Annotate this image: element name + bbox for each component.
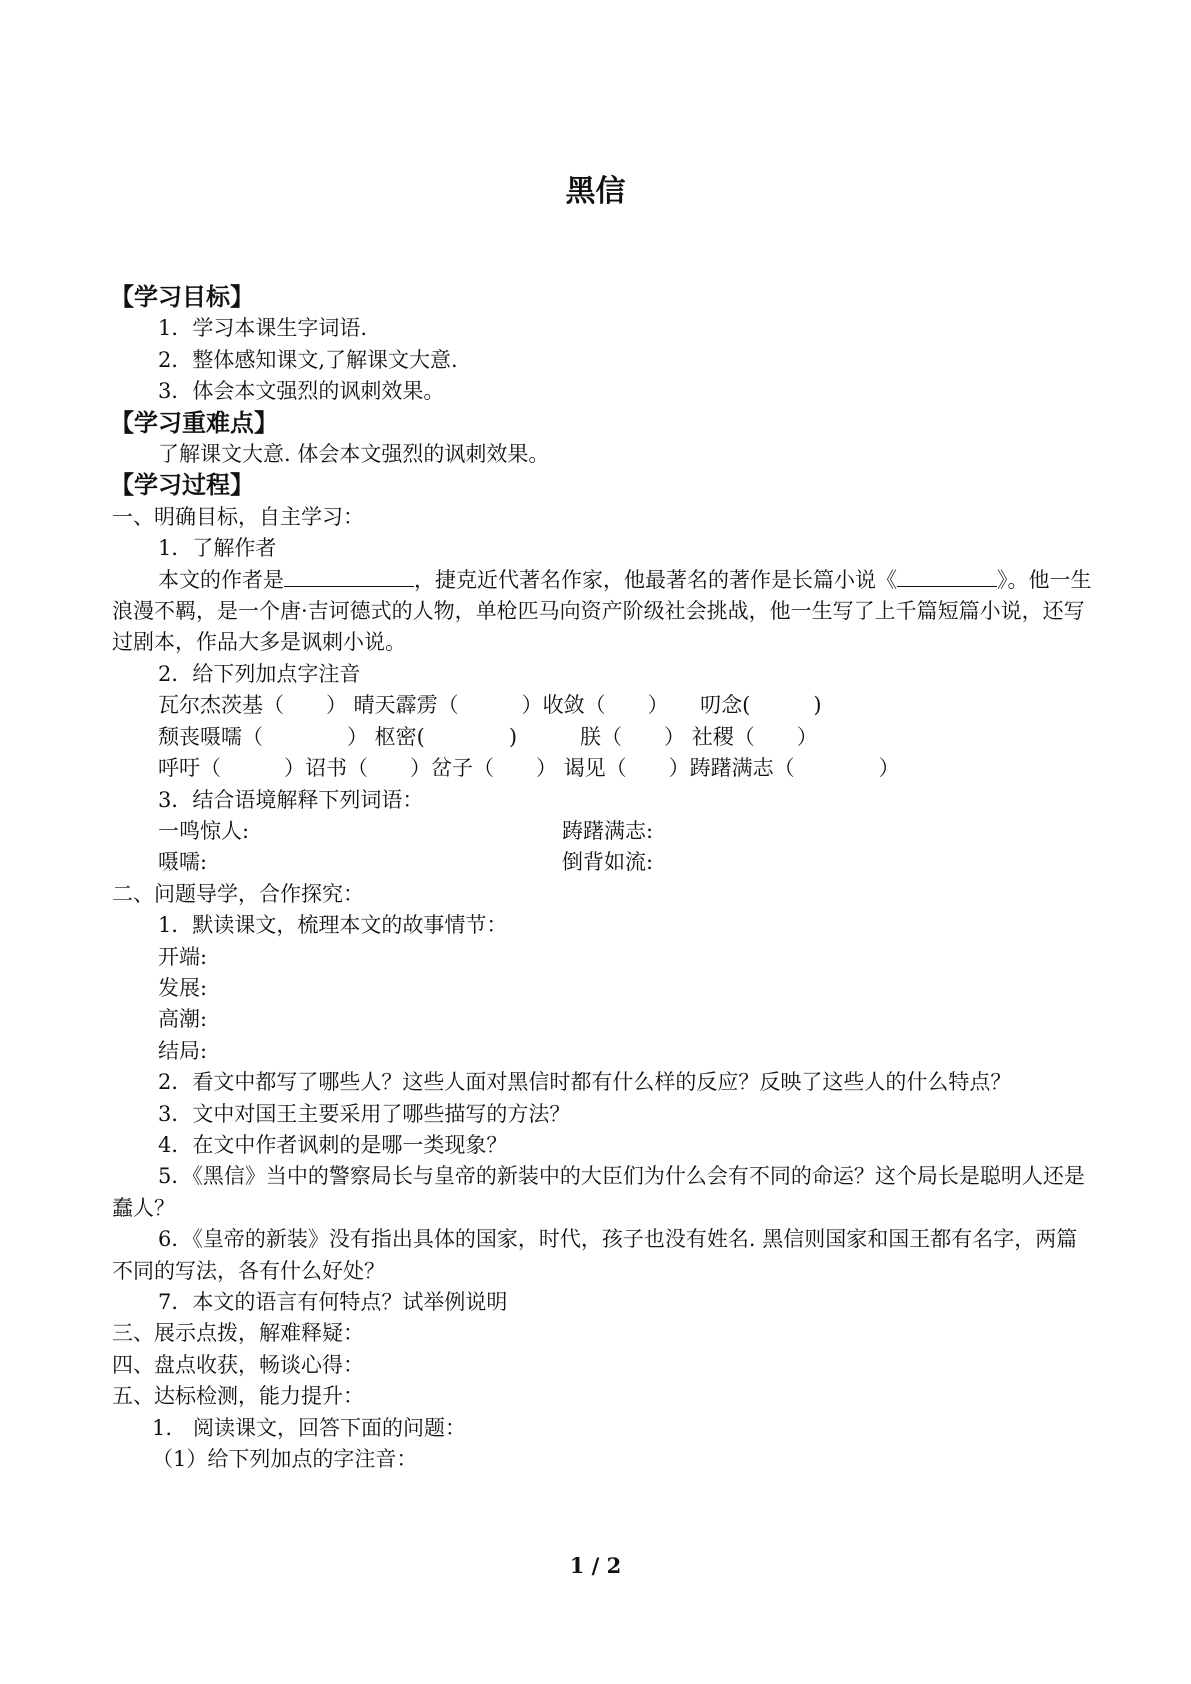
author-text-c: 》。他一生浪漫不羁，是一个唐·吉诃德式的人物，单枪匹马向资产阶级社会挑战，他一生写了上千篇短篇小说，还写过剧本，作品大多是讽刺小说。 [112, 567, 1092, 655]
objective-2: 2．整体感知课文,了解课文大意. [158, 347, 458, 372]
part-2-question-2: 2．看文中都写了哪些人？这些人面对黑信时都有什么样的反应？反映了这些人的什么特点？ [158, 1070, 1012, 1095]
part-1-question-2: 2．给下列加点字注音 [158, 661, 361, 686]
part-2-question-1: 1．默读课文，梳理本文的故事情节： [158, 913, 508, 938]
part-5-question-1: 1. 阅读课文，回答下面的问题： [152, 1415, 467, 1440]
section-objectives-heading: 【学习目标】 [110, 283, 254, 311]
plot-item: 结局: [158, 1038, 208, 1063]
vocab-row-2 [112, 847, 1092, 878]
part-2-question-7: 7．本文的语言有何特点？试举例说明 [158, 1290, 508, 1314]
vocab-item: 踌躇满志: [562, 818, 654, 843]
part-2-question-6: 6．《皇帝的新装》没有指出具体的国家，时代，孩子也没有姓名. 黑信则国家和国王都有名字，两篇不同的写法，各有什么好处？ [112, 1227, 1078, 1283]
vocab-item: 一鸣惊人: [158, 818, 250, 843]
part-5-question-1a: （1）给下列加点的字注音： [152, 1447, 418, 1472]
vocab-row-1 [112, 816, 1092, 847]
novel-blank[interactable] [897, 566, 997, 587]
plot-item: 高潮: [158, 1007, 208, 1032]
part-2-question-3: 3．文中对国王主要采用了哪些描写的方法？ [158, 1101, 571, 1126]
part-1-question-3: 3．结合语境解释下列词语： [158, 787, 424, 812]
plot-item: 开端: [158, 944, 208, 969]
section-key-points-heading: 【学习重难点】 [110, 408, 278, 437]
author-text-b: ，捷克近代著名作家，他最著名的著作是长篇小说《 [414, 567, 897, 592]
part-5-heading: 五、达标检测，能力提升： [112, 1384, 364, 1409]
section-process-heading: 【学习过程】 [110, 471, 254, 500]
worksheet-body [112, 282, 1092, 1475]
key-points-text: 了解课文大意. 体会本文强烈的讽刺效果。 [158, 442, 550, 467]
author-text-a: 本文的作者是 [158, 567, 284, 592]
objective-1: 1．学习本课生字词语. [158, 316, 368, 341]
vocab-item: 倒背如流: [562, 850, 654, 875]
part-1-heading: 一、明确目标，自主学习： [112, 504, 364, 529]
part-4-heading: 四、盘点收获，畅谈心得： [112, 1352, 364, 1377]
author-blank[interactable] [284, 566, 414, 587]
objective-3: 3．体会本文强烈的讽刺效果。 [158, 379, 445, 404]
part-2-question-5: 5．《黑信》当中的警察局长与皇帝的新装中的大臣们为什么会有不同的命运？这个局长是聪明人还是蠢人？ [112, 1164, 1085, 1220]
pinyin-row-2: 颓丧嗫嚅（ ） 枢密( ) 朕（ ） 社稷（ ） [158, 724, 818, 749]
pinyin-row-1: 瓦尔杰茨基（ ） 晴天霹雳（ ）收敛（ ） 叨念( ) [158, 693, 822, 718]
part-2-heading: 二、问题导学，合作探究： [112, 881, 364, 906]
part-1-question-1: 1．了解作者 [158, 536, 277, 561]
pinyin-row-3: 呼吁（ ）诏书（ ）岔子（ ） 谒见（ ）踌躇满志（ ） [158, 756, 900, 781]
page-title: 黑信 [565, 174, 626, 209]
part-3-heading: 三、展示点拨，解难释疑： [112, 1321, 364, 1346]
part-2-question-4: 4．在文中作者讽刺的是哪一类现象？ [158, 1132, 508, 1157]
author-paragraph [112, 565, 1092, 659]
vocab-item: 嗫嚅: [158, 850, 208, 875]
plot-item: 发展: [158, 975, 208, 1000]
page-number: 1 / 2 [569, 1553, 622, 1578]
